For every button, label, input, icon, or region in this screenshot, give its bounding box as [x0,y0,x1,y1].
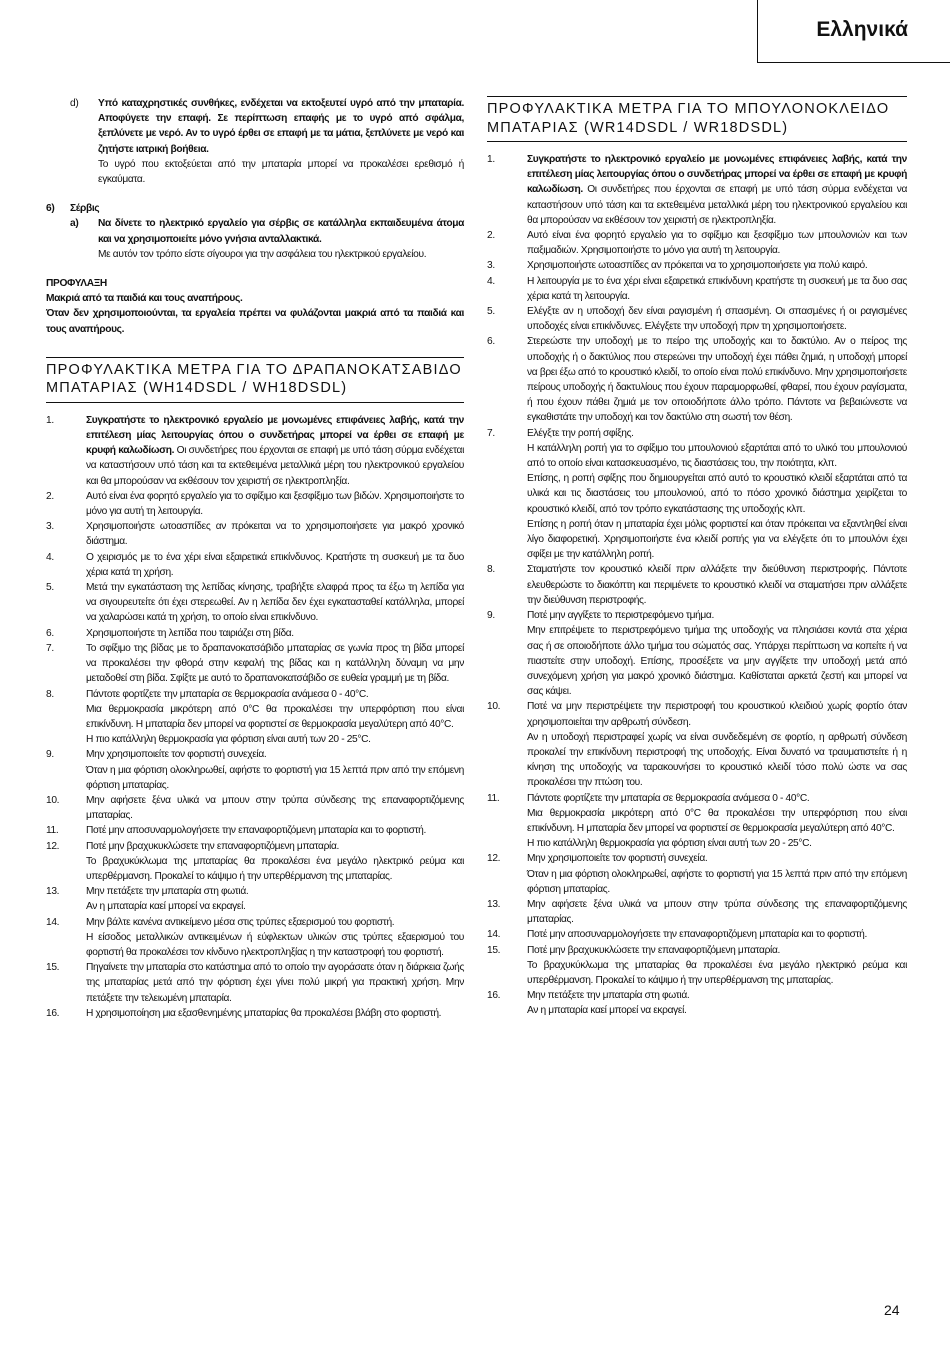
list-item [487,791,907,852]
item-text [527,927,907,942]
item-body: Μην πετάξετε την μπαταρία στη φωτιά. [527,990,690,1002]
item-number: 8. [487,564,495,576]
list-item [487,258,907,273]
list-item [46,519,464,549]
item-body: Ελέγξτε αν η υποδοχή δεν είναι ραγισμένη ή σπασμένη. Οι σπασμένες ή οι ραγισμένες υποδοχές είναι επικίνδυνες. Ελέγξετε την υποδοχή πριν τη χρησιμοποιήσετε. [527,306,907,333]
item-body: Ο χειρισμός με το ένα χέρι είναι εξαιρετικά επικίνδυνος. Κρατήστε τη συσκευή με τα δυο χέρια κατά τη χρήση. [86,551,464,578]
item-body: Ποτέ να μην περιστρέψετε την περιστροφή του κρουστικού κλειδιού χωρίς φορτίο όταν χρησιμοποιείται την αρθρωτή σύνδεση. [527,701,907,728]
item-text [86,489,464,519]
item-text [86,915,464,930]
item-number: 12. [487,853,501,865]
service-title: Σέρβις [70,203,100,215]
item-body: Μην βάλτε κανένα αντικείμενο μέσα στις τρύπες εξαερισμού του φορτιστή. [86,916,395,928]
item-text [86,687,464,702]
item-number: 3. [46,521,54,533]
item-text [86,839,464,854]
item-body: Πηγαίνετε την μπαταρία στο κατάστημα από το οποίο την αγοράσατε όταν η διάρκεια ζωής της μπαταρίας μετά από την φόρτιση έχει γίνει πολύ μικρή για πρακτική χρήση. Μην πετάξετε την τελειωμένη μπαταρία. [86,962,464,1004]
service-sub-warning: Να δίνετε το ηλεκτρικό εργαλείο για σέρβις σε κατάλληλα εκπαιδευμένα άτομα και να χρησιμοποιείτε μόνο γνήσια ανταλλακτικά. [98,218,464,245]
item-number: 2. [46,490,54,502]
list-item [46,641,464,687]
list-item [46,823,464,838]
item-body: Πάντοτε φορτίζετε την μπαταρία σε θερμοκρασία ανάμεσα 0 - 40°C. [527,792,810,804]
item-body: Πάντοτε φορτίζετε την μπαταρία σε θερμοκρασία ανάμεσα 0 - 40°C. [86,688,369,700]
item-text [527,699,907,729]
item-body: Η λειτουργία με το ένα χέρι είναι εξαιρετικά επικίνδυνη κρατήστε τη συσκευή με τα δυο σας χέρια κατά τη λειτουργία. [527,275,907,302]
item-body: Σταματήστε τον κρουστικό κλειδί πριν αλλάξετε την διεύθυνση περιστροφής. Πάντοτε ελευθερώστε το διακόπτη και περιμένετε το κρουστικό κλειδί να σταματήσει πριν αλλάξετε την διεύθυνση περιστροφής. [527,564,907,606]
item-text [527,608,907,623]
list-item [487,699,907,790]
item-number: 7. [46,642,54,654]
item-body: Ποτέ μην αποσυναρμολογήσετε την επαναφορτιζόμενη μπαταρία και το φορτιστή. [527,929,867,941]
item-detail: Η είσοδος μεταλλικών αντικειμένων ή εύφλεκτων υλικών στις τρύπες εξαερισμού του φορτιστή θα προκαλέσει τον κίνδυνο ηλεκτροπληξίας η την καταστροφή του φορτιστή. [86,931,464,958]
item-text [527,943,907,958]
service-sub-text: Με αυτόν τον τρόπο είστε σίγουροι για την ασφάλεια του ηλεκτρικού εργαλείου. [98,248,427,260]
item-text [86,626,464,641]
list-item [46,960,464,1006]
list-item [487,426,907,563]
item-text [527,228,907,258]
item-detail: Μια θερμοκρασία μικρότερη από 0°C θα προκαλέσει την υπερφόρτιση που είναι επικίνδυνη. Η μπαταρία δεν μπορεί να φορτιστεί σε θερμοκρασία μεγαλύτερη από 40°C. [527,807,907,834]
item-body: Αυτό είναι ένα φορητό εργαλείο για το σφίξιμο και ξεσφίξιμο των βιδών. Χρησιμοποιήστε το μόνο για αυτή τη λειτουργία. [86,490,464,518]
item-detail: Επίσης, η ροπή σφίξης που δημιουργείται από αυτό το κρουστικό κλειδί εξαρτάται από τα υλικά και τις διαστάσεις του μπουλονιού, από το πόσο χρονικό διάστημα χειρίζεται το κρουστικό κλειδί, από τον τρόπο εγκατάστασης της υποδοχής κλπ. [527,473,907,515]
item-body: Αυτό είναι ένα φορητό εργαλείο για το σφίξιμο και ξεσφίξιμο των μπουλονιών και των παξιμαδιών. Χρησιμοποιήστε το μόνο για αυτή τη λειτουργία. [527,230,907,257]
item-detail: Η πιο κατάλληλη θερμοκρασία για φόρτιση είναι αυτή των 20 - 25°C. [86,734,371,746]
item-text [86,519,464,549]
item-body: Οι συνδετήρες που έρχονται σε επαφή με υπό τάση σύρμα ενδέχεται να καταστήσουν υπό τάση και τα εκτεθειμένα μεταλλικά μέρη του ηλεκτρονικού εργαλείου και θα μπορούσαν να εκθέσουν τον χειριστή σε ηλεκτροπληξία. [86,445,464,487]
list-item [46,580,464,626]
item-d-warning: Υπό καταχρηστικές συνθήκες, ενδέχεται να εκτοξευτεί υγρό από την μπαταρία. Αποφύγετε την επαφή. Σε περίπτωση επαφής με το υγρό από σφάλμα, ξεπλύνετε με νερό. Αν το υγρό έρθει σε επαφή με τα μάτια, ξεπλύνετε με νερό και ζητήστε ιατρική βοήθεια. [98,98,464,155]
item-number: 14. [487,929,501,941]
item-number: 7. [487,427,495,439]
item-detail: Αν η μπαταρία καεί μπορεί να εκραγεί. [527,1005,687,1017]
item-body: Μην αφήσετε ξένα υλικά να μπουν στην τρύπα σύνδεσης της επαναφορτιζόμενης μπαταρίας. [527,898,907,926]
list-item [46,413,464,489]
item-text [527,562,907,608]
item-body: Μην αφήσετε ξένα υλικά να μπουν στην τρύπα σύνδεσης της επαναφορτιζόμενης μπαταρίας. [86,794,464,822]
list-item [46,884,464,914]
precaution-line-1: Μακριά από τα παιδιά και τους αναπήρους. [46,293,243,305]
item-detail: Το βραχυκύκλωμα της μπαταρίας θα προκαλέσει ένα μεγάλο ηλεκτρικό ρεύμα και υπερθέρμανση. Προκαλεί το κάψιμο ή την υπερθέρμανση της μπαταρίας. [86,855,464,882]
service-sub-label: a) [70,218,79,230]
item-body: Ποτέ μην βραχυκυκλώσετε την επαναφορτιζόμενη μπαταρία. [527,944,780,956]
item-text [86,823,464,838]
list-item [46,839,464,885]
item-number: 1. [46,414,54,426]
list-item [46,915,464,961]
item-detail: Αν η υποδοχή περιστραφεί χωρίς να είναι συνδεδεμένη σε φορτίο, η αρθρωτή σύνδεση προκαλεί την επικίνδυνη περιστροφή της υποδοχής. Είναι δυνατό να τραυματιστείτε ή η κίνηση της υποδοχής να ταρακουνήσει το κρουστικό κλειδί τόσο πολύ ώστε να σας προκαλέσει την πτώση του. [527,731,907,789]
item-number: 16. [46,1007,60,1019]
list-item [46,1006,464,1021]
item-number: 2. [487,230,495,242]
item-number: 8. [46,688,54,700]
item-body: Ελέγξτε την ροπή σφίξης. [527,427,634,439]
item-body: Ποτέ μην βραχυκυκλώσετε την επαναφορτιζόμενη μπαταρία. [86,840,339,852]
section-heading-right: ΠΡΟΦΥΛΑΚΤΙΚΑ ΜΕΤΡΑ ΓΙΑ ΤΟ ΜΠΟΥΛΟΝΟΚΛΕΙΔΟ ΜΠΑΤΑΡΙΑΣ (WR14DSDL / WR18DSDL) [487,96,907,142]
item-text [527,334,907,425]
item-body: Χρησιμοποιήστε τη λεπίδα που ταιριάζει στη βίδα. [86,627,294,639]
precaution-title: ΠΡΟΦΥΛΑΞΗ [46,278,107,290]
item-number: 5. [487,306,495,318]
section-heading-left: ΠΡΟΦΥΛΑΚΤΙΚΑ ΜΕΤΡΑ ΓΙΑ ΤΟ ΔΡΑΠΑΝΟΚΑΤΣΑΒΙΔΟ ΜΠΑΤΑΡΙΑΣ (WH14DSDL / WH18DSDL) [46,357,464,403]
list-item [487,943,907,989]
list-item [487,988,907,1018]
language-label: Ελληνικά [816,18,908,41]
item-text [86,580,464,626]
item-body: Μην χρησιμοποιείτε τον φορτιστή συνεχεία. [527,853,708,865]
item-detail: Αν η μπαταρία καεί μπορεί να εκραγεί. [86,901,246,913]
list-item [46,747,464,793]
item-text [86,413,464,489]
item-number: 16. [487,990,501,1002]
item-text [86,1006,464,1021]
item-number: 13. [46,886,60,898]
item-warning: Συγκρατήστε το ηλεκτρονικό εργαλείο με μονωμένες επιφάνειες λαβής, κατά την επιτέλεση μίας λειτουργίας όπου ο συνδετήρας μπορεί να έρθει σε επαφή με κρυφή καλωδίωση. [527,154,907,196]
item-text [527,851,907,866]
item-detail: Η πιο κατάλληλη θερμοκρασία για φόρτιση είναι αυτή των 20 - 25°C. [527,838,812,850]
item-text [527,258,907,273]
item-detail: Το βραχυκύκλωμα της μπαταρίας θα προκαλέσει ένα μεγάλο ηλεκτρικό ρεύμα και υπερθέρμανση. Προκαλεί το κάψιμο ή την υπερθέρμανση της μπαταρίας. [527,959,907,986]
item-text [527,426,907,441]
item-number: 3. [487,260,495,272]
item-text [86,793,464,823]
item-body: Οι συνδετήρες που έρχονται σε επαφή με υπό τάση σύρμα ενδέχεται να καταστήσουν υπό τάση και τα εκτεθειμένα μεταλλικά μέρη του ηλεκτρονικού εργαλείου και θα μπορούσαν να εκθέσουν τον χειριστή σε ηλεκτροπληξία. [527,184,907,226]
service-section [46,201,464,262]
list-item [487,228,907,258]
item-body: Ποτέ μην αγγίξετε το περιστρεφόμενο τμήμα. [527,610,714,622]
item-text [527,988,907,1003]
item-detail: Όταν η μια φόρτιση ολοκληρωθεί, αφήστε το φορτιστή για 15 λεπτά πριν από την επόμενη φόρτιση μπαταρίας. [86,764,464,791]
item-number: 10. [46,794,60,806]
item-warning: Συγκρατήστε το ηλεκτρονικό εργαλείο με μονωμένες επιφάνειες λαβής, κατά την επιτέλεση μίας λειτουργίας όπου ο συνδετήρας μπορεί να έρθει σε επαφή με κρυφή καλωδίωση. [86,414,464,457]
item-text [86,641,464,687]
item-text [527,791,907,806]
list-item [487,851,907,897]
list-item [46,489,464,519]
item-number: 9. [46,749,54,761]
item-text [527,274,907,304]
left-column [46,0,464,1021]
list-item [487,608,907,699]
item-text [527,304,907,334]
list-item [487,897,907,927]
item-number: 15. [487,944,501,956]
item-number: 10. [487,701,501,713]
item-body: Στερεώστε την υποδοχή με το πείρο της υποδοχής και το δακτύλιο. Αν ο πείρος της υποδοχής ή ο δακτύλιος που στερεώνει την υποδοχή έχει πάθει ζημιά, η υποδοχή μπορεί να βρει έξω από το κρουστικό κλειδί, το οποίο είναι πολύ επικίνδυνο. Μην χρησιμοποιήσετε πείρους υποδοχής ή δακτυλίους που έχουν παραμορφωθεί, φθαρεί, που έχουν ραγίσματα, ή που έχουν πάθει ζημιά με τον οποιοδήποτε άλλο τρόπο. Πάντοτε να βεβαιώνεστε να εγκαθιστάτε την υποδοχή και τον δακτύλιο στη σωστή τον θέση. [527,336,907,424]
list-item [46,626,464,641]
item-number: 13. [487,898,501,910]
item-number: 11. [487,792,500,804]
item-body: Χρησιμοποιήστε ωτοασπίδες αν πρόκειται να το χρησιμοποιήσετε για πολύ καιρό. [527,260,868,272]
item-detail: Όταν η μια φόρτιση ολοκληρωθεί, αφήστε το φορτιστή για 15 λεπτά πριν από την επόμενη φόρτιση μπαταρίας. [527,868,907,895]
item-number: 5. [46,582,54,594]
item-text [527,897,907,927]
item-text [86,550,464,580]
item-number: 9. [487,610,495,622]
item-detail: Επίσης η ροπή όταν η μπαταρία έχει μόλις φορτιστεί και όταν πρόκειται να εξαντληθεί είναι λίγο διαφορετική. Χρησιμοποιήστε ένα κλειδί ροπής για να ελέγξετε ότι το μπουλόνι έχει σφίξει με την κατάλληλη ροπή. [527,518,907,561]
item-number: 6. [487,336,495,348]
page-number: 24 [884,1302,900,1318]
item-number: 15. [46,962,60,974]
service-number: 6) [46,203,55,215]
item-body: Χρησιμοποιήστε ωτοασπίδες αν πρόκειται να το χρησιμοποιήσετε για μακρό χρονικό διάστημα. [86,521,464,548]
item-d-label: d) [70,98,79,109]
list-item [487,562,907,608]
list-item [487,927,907,942]
item-body: Το σφίξιμο της βίδας με το δραπανοκατσάβιδο μπαταρίας σε γωνία προς τη βίδα μπορεί να προκαλέσει την φθορά στην κεφαλή της βίδας και η κατάλληλη δύναμη να μην μεταδοθεί στη βίδα. Σφίξτε με αυτό το δραπανοκατσάβιδο σε ευθεία γραμμή με τη βίδα. [86,642,464,685]
right-column [487,0,907,1019]
item-body: Ποτέ μην αποσυναρμολογήσετε την επαναφορτιζόμενη μπαταρία και το φορτιστή. [86,825,426,837]
list-item [46,550,464,580]
item-text [527,152,907,228]
item-text [86,960,464,1006]
list-item [46,687,464,748]
item-number: 1. [487,154,495,165]
item-number: 11. [46,825,59,837]
item-number: 12. [46,840,60,852]
item-number: 6. [46,627,54,639]
precaution-block [46,276,464,337]
item-number: 4. [487,275,495,287]
item-d [46,96,464,187]
item-body: Μετά την εγκατάσταση της λεπίδας κίνησης, τραβήξτε ελαφρά προς τα έξω τη λεπίδα για να σιγουρευτείτε ότι έχει στερεωθεί. Αν η λεπίδα δεν έχει εγκατασταθεί κατάλληλα, μπορεί να χαλαρώσει κατά τη χρήση, το οποίο είναι επικίνδυνο. [86,582,464,624]
item-body: Μην πετάξετε την μπαταρία στη φωτιά. [86,886,249,898]
item-detail: Μην επιτρέψετε το περιστρεφόμενο τμήμα της υποδοχής να πλησιάσει κοντά στα χέρια σας ή σε οποιοδήποτε άλλο τμήμα του σώματός σας. Υπάρχει περίπτωση να κοπείτε ή να πιαστείτε στην υποδοχή. Επίσης, προσέξετε να μην αγγίξετε την υποδοχή μετά από συνεχόμενη χρήση για μακρό χρονικό διάστημα. Καθίσταται αρκετά ζεστή και μπορεί να σας κάψει. [527,625,907,698]
left-item-list [46,413,464,1021]
list-item [46,793,464,823]
list-item [487,334,907,425]
item-d-text: Το υγρό που εκτοξεύεται από την μπαταρία μπορεί να προκαλέσει ερεθισμό ή εγκαύματα. [98,158,464,186]
item-detail: Η κατάλληλη ροπή για το σφίξιμο του μπουλονιού εξαρτάται από το υλικό του μπουλονιού από το οποίο είναι κατασκευασμένο, τις διαστάσεις του, την ποιότητα, κλπ. [527,442,907,470]
item-number: 4. [46,551,54,563]
item-body: Η χρησιμοποίηση μια εξασθενημένης μπαταρίας θα προκαλέσει βλάβη στο φορτιστή. [86,1007,442,1019]
list-item [487,152,907,228]
right-item-list [487,152,907,1019]
precaution-line-2: Όταν δεν χρησιμοποιούνται, τα εργαλεία πρέπει να φυλάζονται μακριά από τα παιδιά και τους αναπήρους. [46,308,464,335]
list-item [487,304,907,334]
item-body: Μην χρησιμοποιείτε τον φορτιστή συνεχεία. [86,749,267,761]
item-detail: Μια θερμοκρασία μικρότερη από 0°C θα προκαλέσει την υπερφόρτιση που είναι επικίνδυνη. Η μπαταρία δεν μπορεί να φορτιστεί σε θερμοκρασία μεγαλύτερη από 40°C. [86,703,464,730]
item-number: 14. [46,916,60,928]
item-text [86,884,464,899]
item-text [86,747,464,762]
list-item [487,274,907,304]
